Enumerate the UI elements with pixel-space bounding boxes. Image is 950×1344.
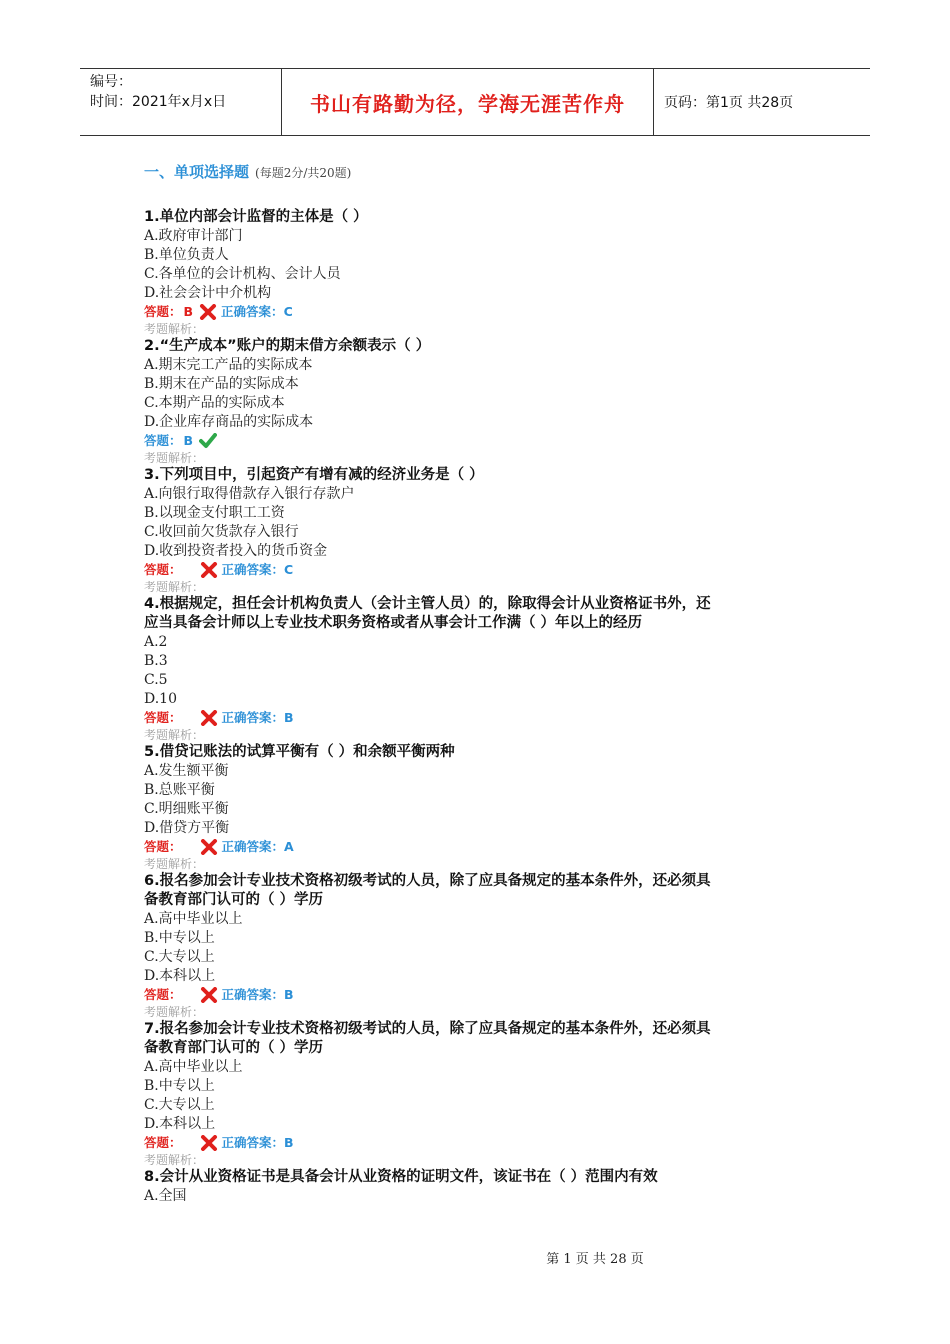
- question-option: A.发生额平衡: [144, 763, 229, 779]
- question-block: [144, 743, 814, 872]
- answer-label: 答题：: [144, 710, 182, 725]
- answer-label: 答题：: [144, 987, 182, 1002]
- question-option: D.借贷方平衡: [144, 820, 230, 836]
- question-option: D.本科以上: [144, 968, 216, 984]
- wrong-cross-icon: [200, 987, 218, 1003]
- correct-answer: B: [284, 1135, 294, 1150]
- question-option: B.3: [144, 653, 168, 669]
- question-option: D.10: [144, 691, 177, 707]
- question-option: C.收回前欠货款存入银行: [144, 524, 299, 540]
- correct-answer-label: 正确答案：: [221, 304, 284, 319]
- serial-label: 编号：: [90, 74, 132, 90]
- question-option: A.期末完工产品的实际成本: [144, 357, 313, 373]
- question-stem: 4.根据规定，担任会计机构负责人（会计主管人员）的，除取得会计从业资格证书外，还: [144, 596, 711, 612]
- explanation-label: 考题解析：: [144, 1005, 205, 1019]
- question-block: [144, 208, 814, 337]
- answer-label: 答题：: [144, 1135, 182, 1150]
- correct-answer: B: [284, 987, 294, 1002]
- question-stem: 备教育部门认可的（ ）学历: [144, 892, 324, 908]
- question-option: B.中专以上: [144, 930, 215, 946]
- question-option: B.中专以上: [144, 1078, 215, 1094]
- header-meta: [80, 69, 282, 135]
- question-block: [144, 337, 814, 466]
- question-option: C.明细账平衡: [144, 801, 229, 817]
- question-option: C.大专以上: [144, 949, 215, 965]
- question-block: [144, 1020, 814, 1168]
- correct-answer: C: [284, 562, 294, 577]
- question-stem: 3.下列项目中，引起资产有增有减的经济业务是（ ）: [144, 467, 484, 483]
- question-option: C.大专以上: [144, 1097, 215, 1113]
- user-answer: B: [183, 433, 194, 448]
- question-list: [144, 208, 814, 1206]
- answer-label: 答题：: [144, 433, 182, 448]
- wrong-cross-icon: [199, 304, 217, 320]
- correct-answer-label: 正确答案：: [221, 987, 285, 1002]
- section-title: [144, 160, 814, 184]
- question-option: A.向银行取得借款存入银行存款户: [144, 486, 355, 502]
- correct-answer-label: 正确答案：: [221, 839, 285, 854]
- wrong-cross-icon: [200, 1135, 218, 1151]
- question-stem: 备教育部门认可的（ ）学历: [144, 1040, 324, 1056]
- section-note: (每题2分/共20题): [255, 166, 352, 180]
- explanation-label: 考题解析：: [144, 451, 205, 465]
- answer-label: 答题：: [144, 562, 182, 577]
- question-stem: 8.会计从业资格证书是具备会计从业资格的证明文件，该证书在（ ）范围内有效: [144, 1169, 658, 1185]
- answer-line: [144, 1134, 814, 1152]
- answer-label: 答题：: [144, 839, 182, 854]
- correct-answer-label: 正确答案：: [221, 562, 285, 577]
- question-option: A.高中毕业以上: [144, 1059, 243, 1075]
- exam-content: [144, 160, 814, 1206]
- question-option: B.以现金支付职工工资: [144, 505, 285, 521]
- question-option: C.各单位的会计机构、会计人员: [144, 266, 341, 282]
- correct-answer-label: 正确答案：: [221, 1135, 285, 1150]
- explanation-label: 考题解析：: [144, 728, 205, 742]
- correct-answer: B: [284, 710, 294, 725]
- question-option: A.高中毕业以上: [144, 911, 243, 927]
- answer-line: [144, 303, 814, 321]
- question-stem: 5.借贷记账法的试算平衡有（ ）和余额平衡两种: [144, 744, 455, 760]
- question-option: D.企业库存商品的实际成本: [144, 414, 314, 430]
- question-option: C.本期产品的实际成本: [144, 395, 285, 411]
- answer-line: [144, 561, 814, 579]
- correct-answer: C: [283, 304, 293, 319]
- page-header: [80, 68, 870, 136]
- question-block: [144, 595, 814, 743]
- user-answer: B: [183, 304, 194, 319]
- explanation-label: 考题解析：: [144, 857, 205, 871]
- question-option: C.5: [144, 672, 168, 688]
- question-option: D.本科以上: [144, 1116, 216, 1132]
- header-page-info: [654, 69, 870, 135]
- question-option: B.期末在产品的实际成本: [144, 376, 299, 392]
- answer-label: 答题：: [144, 304, 182, 319]
- explanation-label: 考题解析：: [144, 322, 205, 336]
- question-stem: 2.“生产成本”账户的期末借方余额表示（ ）: [144, 338, 431, 354]
- wrong-cross-icon: [200, 839, 218, 855]
- question-option: A.政府审计部门: [144, 228, 243, 244]
- question-option: D.社会会计中介机构: [144, 285, 272, 301]
- question-option: B.单位负责人: [144, 247, 229, 263]
- question-stem: 7.报名参加会计专业技术资格初级考试的人员，除了应具备规定的基本条件外，还必须具: [144, 1021, 711, 1037]
- question-option: D.收到投资者投入的货币资金: [144, 543, 328, 559]
- question-stem: 应当具备会计师以上专业技术职务资格或者从事会计工作满（ ）年以上的经历: [144, 615, 643, 631]
- correct-answer: A: [284, 839, 294, 854]
- explanation-label: 考题解析：: [144, 1153, 205, 1167]
- wrong-cross-icon: [200, 710, 218, 726]
- question-stem: 6.报名参加会计专业技术资格初级考试的人员，除了应具备规定的基本条件外，还必须具: [144, 873, 711, 889]
- question-block: [144, 1168, 814, 1206]
- question-option: A.2: [144, 634, 168, 650]
- question-option: B.总账平衡: [144, 782, 215, 798]
- section-title-text: 一、单项选择题: [144, 163, 250, 181]
- answer-line: [144, 432, 814, 450]
- question-option: A.全国: [144, 1188, 187, 1204]
- wrong-cross-icon: [200, 562, 218, 578]
- explanation-label: 考题解析：: [144, 580, 205, 594]
- page-footer: 第 1 页 共 28 页: [546, 1252, 644, 1267]
- question-block: [144, 466, 814, 595]
- correct-check-icon: [199, 433, 217, 449]
- question-block: [144, 872, 814, 1020]
- correct-answer-label: 正确答案：: [221, 710, 285, 725]
- time-label: 时间：2021年x月x日: [90, 94, 227, 110]
- question-stem: 1.单位内部会计监督的主体是（ ）: [144, 209, 368, 225]
- answer-line: [144, 838, 814, 856]
- motto-text: 书山有路勤为径，学海无涯苦作舟: [310, 91, 625, 116]
- answer-line: [144, 709, 814, 727]
- answer-line: [144, 986, 814, 1004]
- page-info-text: 页码：第1页 共28页: [664, 95, 794, 111]
- header-motto: [282, 69, 654, 135]
